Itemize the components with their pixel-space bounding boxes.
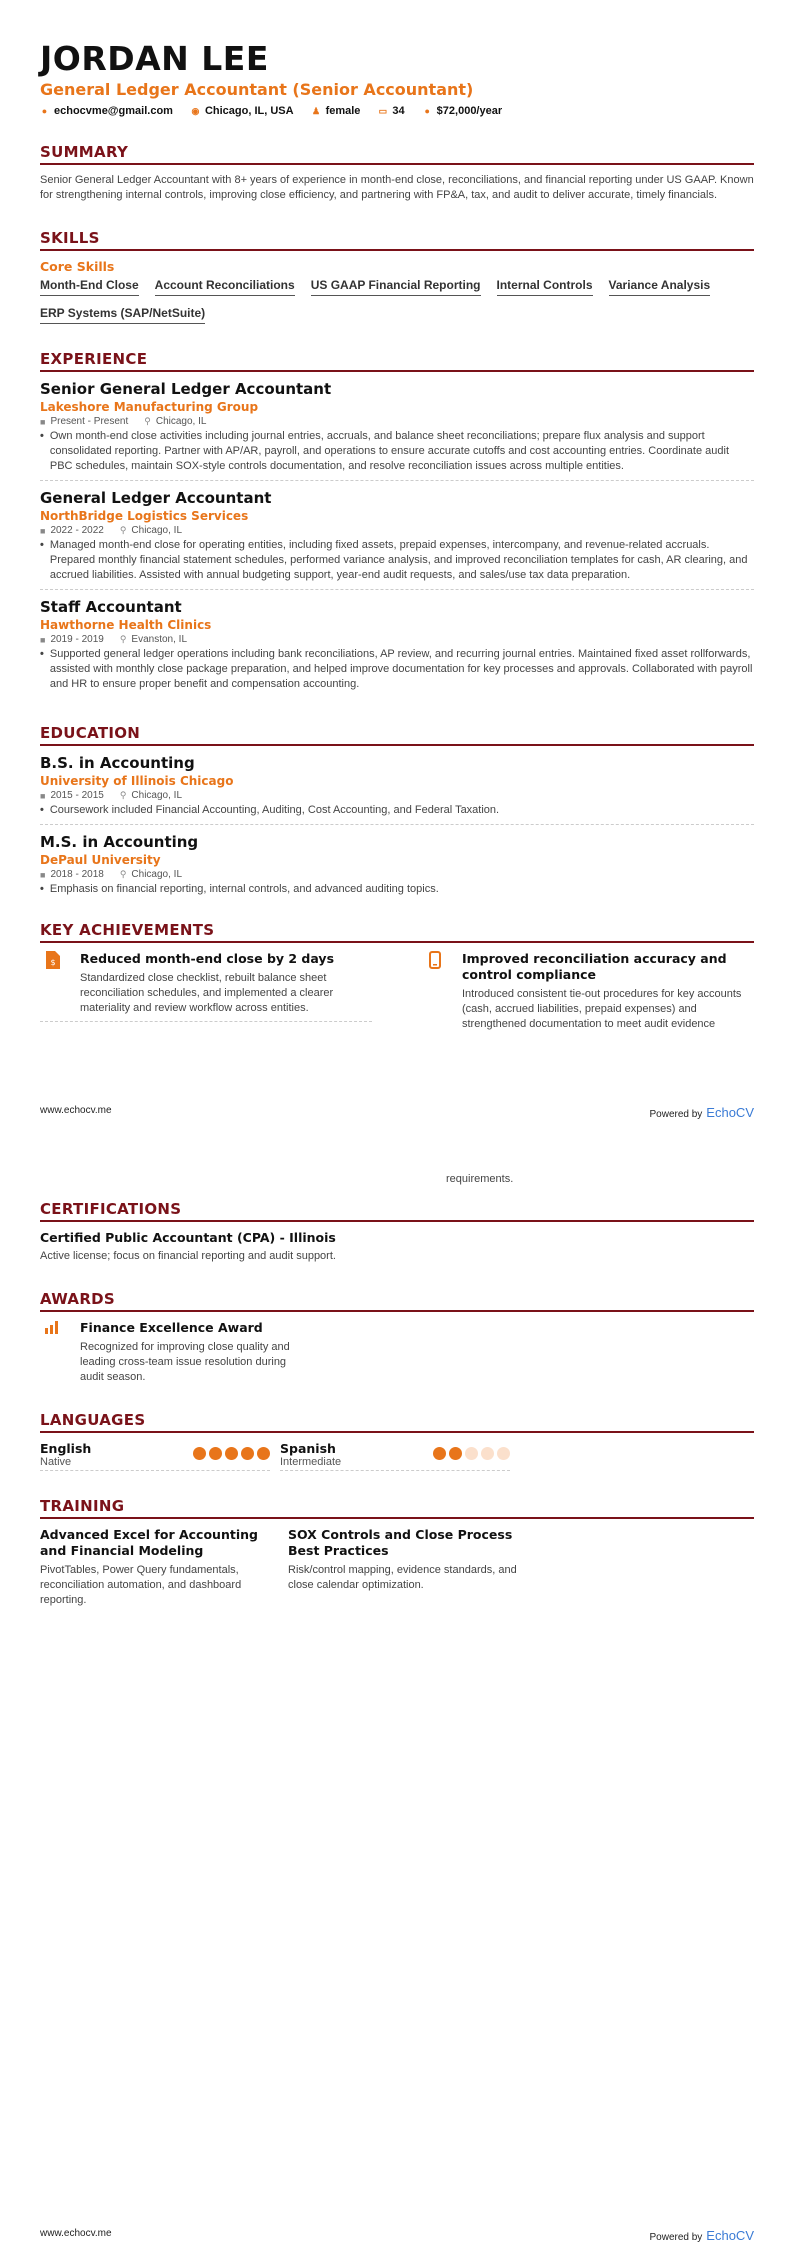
job-company: Lakeshore Manufacturing Group: [40, 400, 259, 414]
location-icon: ⚲: [119, 525, 127, 535]
education-entry: [40, 833, 754, 903]
achievement-item: [40, 951, 372, 1022]
job-company: Hawthorne Health Clinics: [40, 618, 212, 632]
salary-icon: ●: [424, 105, 430, 116]
job-entry: [40, 380, 754, 481]
edu-location: ⚲ Chicago, IL: [119, 790, 183, 801]
language-item: [40, 1441, 270, 1471]
document-icon: [40, 951, 66, 973]
job-entry-title: Staff Accountant: [40, 598, 182, 616]
rating-dot-filled: [449, 1447, 462, 1460]
bar-chart-icon: [40, 1320, 66, 1342]
job-entry: [40, 489, 754, 590]
award-desc: Recognized for improving close quality and leading cross-team issue resolution during audit season.: [80, 1341, 290, 1383]
education-entry: [40, 754, 754, 825]
languages-list: [40, 1441, 754, 1471]
calendar-icon: ■: [40, 525, 46, 536]
footer-site-link[interactable]: www.echocv.me: [40, 1105, 112, 1116]
training-desc: Risk/control mapping, evidence standards, and close calendar optimization.: [288, 1564, 517, 1591]
training-desc: PivotTables, Power Query fundamentals, reconciliation automation, and dashboard reporting.: [40, 1564, 242, 1606]
footer-site-link[interactable]: www.echocv.me: [40, 2228, 112, 2239]
job-bullet: • Own month-end close activities including journal entries, accruals, and balance sheet reconciliations; prepare flux analysis and support consolidated reporting. Partner with AP/AR, payroll, and operations to ensure accurate cutoffs and cost accounting entries. Coordinate audit PBC schedules, maintain SOX-style controls documentation, and resolve reconciliation issues across multiple entities.: [40, 430, 730, 472]
training-list: [40, 1527, 754, 1608]
achievement-desc-continued: requirements.: [446, 1173, 514, 1185]
achievements-section: [40, 921, 754, 1032]
job-entry: [40, 598, 754, 698]
achievement-desc: Standardized close checklist, rebuilt balance sheet reconciliation schedules, and implemented a clearer materiality and review workflow across entities.: [80, 972, 334, 1014]
skill-tag: Month-End Close: [40, 278, 139, 296]
achievement-title: Reduced month-end close by 2 days: [80, 951, 335, 966]
section-heading: KEY ACHIEVEMENTS: [40, 921, 754, 943]
award-item: [40, 1320, 300, 1385]
location-icon: ⚲: [144, 416, 151, 426]
powered-by: Powered by EchoCV: [649, 2228, 754, 2243]
page-footer: [40, 1105, 754, 1120]
edu-bullet: • Emphasis on financial reporting, internal controls, and advanced auditing topics.: [40, 883, 439, 895]
achievements-list: [40, 951, 754, 1032]
job-entry-title: General Ledger Accountant: [40, 489, 272, 507]
summary-section: [40, 143, 754, 203]
contact-gender: ♟ female: [312, 105, 361, 117]
page-footer: [40, 2228, 754, 2243]
training-section: [40, 1497, 754, 1608]
edu-dates: ■ 2018 - 2018: [40, 869, 104, 880]
brand-logo[interactable]: EchoCV: [706, 1105, 754, 1120]
job-title: General Ledger Accountant (Senior Accountant): [40, 80, 474, 99]
rating-dot-empty: [497, 1447, 510, 1460]
edu-dates: ■ 2015 - 2015: [40, 790, 104, 801]
section-heading: EDUCATION: [40, 724, 754, 746]
certification-title: Certified Public Accountant (CPA) - Illinois: [40, 1230, 336, 1245]
brand-logo[interactable]: EchoCV: [706, 2228, 754, 2243]
calendar-icon: ■: [40, 790, 46, 801]
certifications-section: [40, 1200, 754, 1264]
degree: B.S. in Accounting: [40, 754, 195, 772]
job-meta: [40, 525, 754, 536]
achievement-item: [422, 951, 754, 1032]
rating-dot-filled: [241, 1447, 254, 1460]
job-dates: ■ 2019 - 2019: [40, 634, 104, 645]
skill-tag: US GAAP Financial Reporting: [311, 278, 481, 296]
job-bullet: • Supported general ledger operations including bank reconciliations, AP review, and recurring journal entries. Maintained fixed asset rollforwards, assisted with monthly close package preparation, and helped improve documentation for key processes and approvals. Collaborated with payroll and HR to ensure proper benefit and compensation accounting.: [40, 648, 753, 690]
skill-tag: Account Reconciliations: [155, 278, 295, 296]
summary-text: Senior General Ledger Accountant with 8+ years of experience in month-end close, reconciliations, and financial reporting under US GAAP. Known for strengthening internal controls, improving close efficiency, and partnering with FP&A, tax, and audit to deliver accurate, timely financials.: [40, 174, 754, 201]
location-icon: ◉: [191, 105, 200, 116]
edu-meta: [40, 869, 754, 880]
skill-tag: Variance Analysis: [609, 278, 711, 296]
rating-dot-filled: [209, 1447, 222, 1460]
achievement-title: Improved reconciliation accuracy and control compliance: [462, 951, 727, 982]
training-title: Advanced Excel for Accounting and Financial Modeling: [40, 1527, 258, 1558]
edu-location: ⚲ Chicago, IL: [119, 869, 183, 880]
education-section: [40, 724, 754, 903]
language-name: Spanish: [280, 1441, 336, 1456]
job-meta: [40, 634, 754, 645]
calendar-icon: ■: [40, 634, 46, 645]
language-rating: [433, 1447, 510, 1460]
section-heading: EXPERIENCE: [40, 350, 754, 372]
contact-bar: [40, 105, 754, 117]
certification-desc: Active license; focus on financial reporting and audit support.: [40, 1250, 336, 1262]
email-icon: ●: [41, 105, 48, 116]
edu-meta: [40, 790, 754, 801]
school: University of Illinois Chicago: [40, 774, 234, 788]
awards-section: [40, 1290, 754, 1385]
job-location: ⚲ Chicago, IL: [119, 525, 183, 536]
section-heading: LANGUAGES: [40, 1411, 754, 1433]
contact-salary: ● $72,000/year: [424, 105, 503, 117]
candidate-name: JORDAN LEE: [40, 39, 269, 78]
section-heading: CERTIFICATIONS: [40, 1200, 754, 1222]
job-bullet: • Managed month-end close for operating entities, including fixed assets, prepaid expenses, intercompany, and revenue-related accruals. Prepared monthly financial statement schedules, performed variance analysis, and improved reconciliation templates for cash, AR clearing, and accrued liabilities. Assisted with annual budgeting support, year-end audit requests, and sales/use tax data preparation.: [40, 539, 748, 581]
person-icon: ♟: [312, 105, 321, 116]
training-item: [40, 1527, 270, 1608]
skill-tag: Internal Controls: [497, 278, 593, 296]
skills-list: [40, 278, 754, 324]
training-item: [288, 1527, 518, 1608]
degree: M.S. in Accounting: [40, 833, 199, 851]
calendar-icon: ■: [40, 869, 46, 880]
rating-dot-filled: [433, 1447, 446, 1460]
contact-age: ▭ 34: [378, 105, 405, 117]
rating-dot-empty: [465, 1447, 478, 1460]
job-company: NorthBridge Logistics Services: [40, 509, 249, 523]
training-title: SOX Controls and Close Process Best Practices: [288, 1527, 513, 1558]
job-dates: ■ Present - Present: [40, 416, 129, 427]
calendar-icon: ▭: [378, 105, 388, 116]
rating-dot-empty: [481, 1447, 494, 1460]
powered-by: Powered by EchoCV: [649, 1105, 754, 1120]
school: DePaul University: [40, 853, 161, 867]
language-level: Native: [40, 1456, 72, 1468]
section-heading: AWARDS: [40, 1290, 754, 1312]
section-heading: SKILLS: [40, 229, 754, 251]
job-dates: ■ 2022 - 2022: [40, 525, 104, 536]
language-item: [280, 1441, 510, 1471]
experience-section: [40, 350, 754, 698]
achievement-desc: Introduced consistent tie-out procedures for key accounts (cash, accrued liabilities, prepaid expenses) and strengthened documentation to meet audit evidence: [462, 988, 742, 1030]
languages-section: [40, 1411, 754, 1471]
edu-bullet: • Coursework included Financial Accounting, Auditing, Cost Accounting, and Federal Taxation.: [40, 804, 500, 816]
calendar-icon: ■: [40, 416, 46, 427]
mobile-icon: [422, 951, 448, 973]
job-entry-title: Senior General Ledger Accountant: [40, 380, 332, 398]
job-location: ⚲ Evanston, IL: [119, 634, 188, 645]
rating-dot-filled: [225, 1447, 238, 1460]
job-location: ⚲ Chicago, IL: [144, 416, 207, 427]
contact-location: ◉ Chicago, IL, USA: [191, 105, 294, 117]
job-meta: [40, 416, 754, 427]
language-name: English: [40, 1441, 92, 1456]
location-icon: ⚲: [119, 790, 127, 800]
language-level: Intermediate: [280, 1456, 342, 1468]
section-heading: TRAINING: [40, 1497, 754, 1519]
award-title: Finance Excellence Award: [80, 1320, 263, 1335]
rating-dot-filled: [193, 1447, 206, 1460]
svg-text:$: $: [50, 958, 56, 967]
language-rating: [193, 1447, 270, 1460]
skills-subheading: Core Skills: [40, 259, 115, 274]
location-icon: ⚲: [119, 869, 127, 879]
location-icon: ⚲: [119, 634, 127, 644]
rating-dot-filled: [257, 1447, 270, 1460]
contact-email[interactable]: ● echocvme@gmail.com: [41, 105, 173, 117]
page-two-content: [40, 1200, 754, 1608]
section-heading: SUMMARY: [40, 143, 754, 165]
skill-tag: ERP Systems (SAP/NetSuite): [40, 306, 205, 324]
skills-section: [40, 229, 754, 324]
